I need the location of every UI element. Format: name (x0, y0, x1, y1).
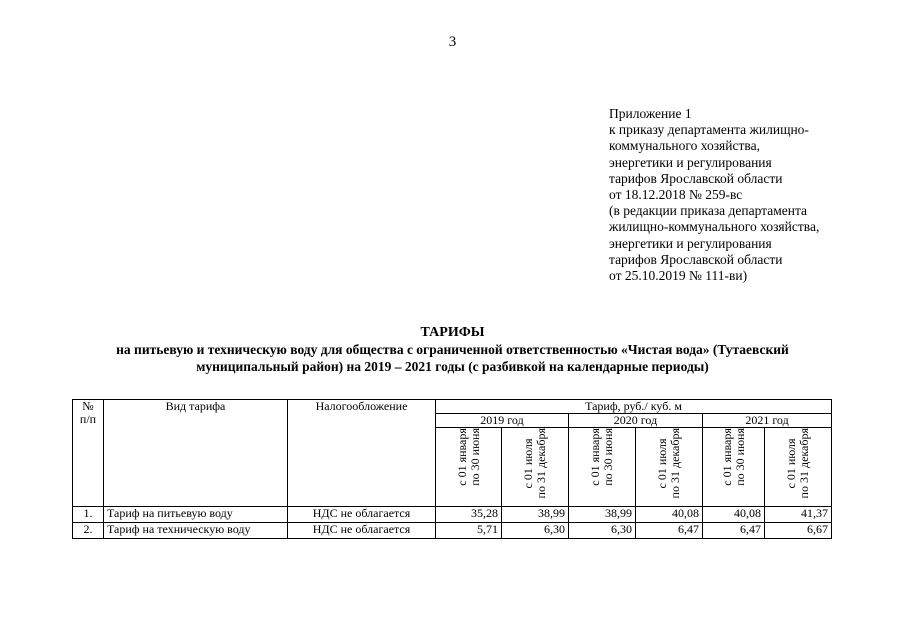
title-main: ТАРИФЫ (420, 325, 485, 340)
row-value: 38,99 (569, 507, 636, 523)
row-taxation: НДС не облагается (288, 523, 436, 539)
row-value: 6,47 (703, 523, 765, 539)
appendix-line: коммунального хозяйства, (609, 138, 760, 154)
header-taxation: Налогообложение (288, 400, 436, 507)
title-subtitle-line1: на питьевую и техническую воду для общества с ограниченной ответственностью «Чистая вода» (Тутаевский (116, 342, 789, 358)
appendix-line: энергетики и регулирования (609, 235, 772, 251)
row-value: 5,71 (436, 523, 502, 539)
header-number: № п/п (73, 400, 104, 507)
header-year-2021: 2021 год (703, 414, 832, 428)
header-period: с 01 января по 30 июня (703, 428, 765, 507)
title-subtitle-line2: муниципальный район) на 2019 – 2021 годы (с разбивкой на календарные периоды) (196, 358, 709, 374)
appendix-line: жилищно-коммунального хозяйства, (609, 219, 820, 235)
tariffs-table (72, 399, 832, 539)
appendix-line: тарифов Ярославской области (609, 170, 783, 186)
appendix-line: Приложение 1 (609, 106, 692, 121)
document-title (0, 325, 905, 375)
row-number: 2. (73, 523, 104, 539)
appendix-line: (в редакции приказа департамента (609, 203, 808, 219)
header-year-2019: 2019 год (436, 414, 569, 428)
header-tariff: Тариф, руб./ куб. м (436, 400, 832, 414)
header-period: с 01 июля по 31 декабря (765, 428, 832, 507)
row-value: 6,47 (636, 523, 703, 539)
row-tariff-type: Тариф на техническую воду (104, 523, 288, 539)
appendix-line: тарифов Ярославской области (609, 251, 783, 267)
header-year-2020: 2020 год (569, 414, 703, 428)
table-row (73, 523, 832, 539)
appendix-block (609, 106, 899, 284)
table-row (73, 507, 832, 523)
row-value: 40,08 (703, 507, 765, 523)
header-period: с 01 января по 30 июня (569, 428, 636, 507)
row-number: 1. (73, 507, 104, 523)
header-period: с 01 июля по 31 декабря (636, 428, 703, 507)
appendix-line: к приказу департамента жилищно- (609, 122, 809, 138)
row-taxation: НДС не облагается (288, 507, 436, 523)
row-value: 6,30 (569, 523, 636, 539)
header-period: с 01 января по 30 июня (436, 428, 502, 507)
header-tariff-type: Вид тарифа (104, 400, 288, 507)
row-value: 6,67 (765, 523, 832, 539)
page-number: 3 (448, 34, 457, 50)
row-value: 38,99 (502, 507, 569, 523)
row-value: 41,37 (765, 507, 832, 523)
appendix-line: от 25.10.2019 № 111-ви) (609, 268, 748, 284)
appendix-line: энергетики и регулирования (609, 154, 772, 170)
row-value: 40,08 (636, 507, 703, 523)
row-tariff-type: Тариф на питьевую воду (104, 507, 288, 523)
row-value: 35,28 (436, 507, 502, 523)
header-period: с 01 июля по 31 декабря (502, 428, 569, 507)
appendix-line: от 18.12.2018 № 259-вс (609, 187, 743, 203)
row-value: 6,30 (502, 523, 569, 539)
